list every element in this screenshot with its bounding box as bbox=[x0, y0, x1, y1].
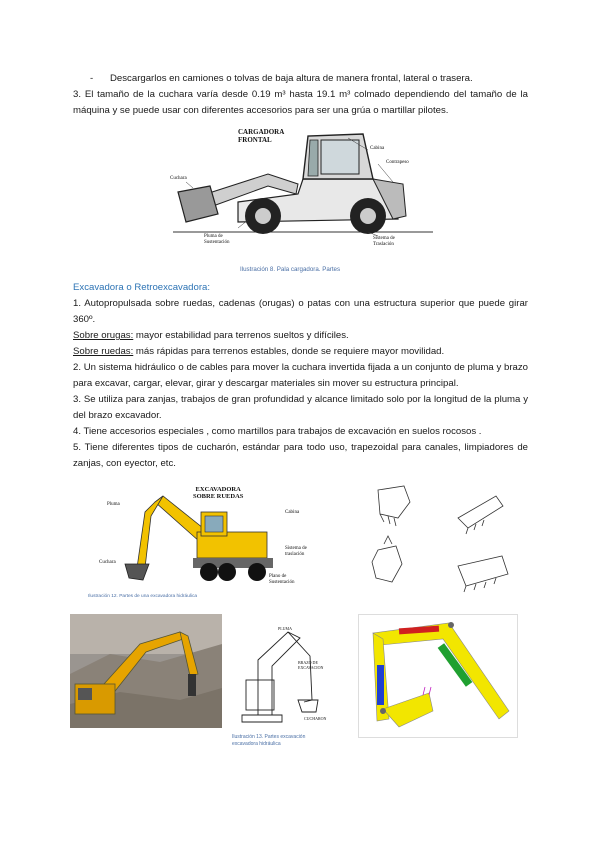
excavator-label-sustentacion: Plano de Sustentación bbox=[269, 574, 295, 585]
cad-render-figure bbox=[358, 614, 518, 738]
ruedas-text: más rápidas para terrenos estables, donde se requiere mayor movilidad. bbox=[133, 346, 445, 357]
ruedas-label: Sobre ruedas: bbox=[73, 346, 134, 357]
bucket-types-figure bbox=[358, 478, 518, 604]
line-label-cucharon: CUCHARON bbox=[304, 716, 327, 721]
loader-label-traslacion: Sistema de Traslación bbox=[373, 236, 395, 247]
line-excavator-figure bbox=[238, 620, 334, 728]
excavator-label-cabina: Cabina bbox=[285, 510, 300, 515]
loader-label-cuchara: Cuchara bbox=[170, 176, 187, 181]
loader-figure bbox=[168, 124, 438, 256]
cad-excavator-arm-illustration bbox=[359, 615, 517, 737]
loader-label-cabina: Cabina bbox=[370, 146, 385, 151]
line-label-pluma: PLUMA bbox=[278, 626, 293, 631]
section-p2: 2. Un sistema hidráulico o de cables para mover la cuchara invertida fijada a un conjunto de pluma y brazo para excavar, cargar, elevar, girar y descargar materiales sin mover su estructura principal. bbox=[73, 362, 528, 389]
section-title: Excavadora o Retroexcavadora: bbox=[73, 282, 211, 293]
bullet-dash: - bbox=[90, 73, 94, 84]
line-caption: Ilustración 13. Partes excavación excavadora hidráulica bbox=[232, 734, 306, 747]
bucket-types-illustration bbox=[358, 478, 518, 604]
bullet-text: Descargarlos en camiones o tolvas de baja altura de manera frontal, lateral o trasera. bbox=[110, 73, 473, 84]
section-p5: 5. Tiene diferentes tipos de cucharón, estándar para todo uso, trapezoidal para canales, limpiadores de zanjas, con eyector, etc. bbox=[73, 442, 528, 469]
line-excavator-illustration bbox=[238, 620, 334, 728]
loader-label-pluma: Pluma de Sustentación bbox=[204, 234, 230, 245]
orugas-label: Sobre orugas: bbox=[73, 330, 134, 341]
loader-title: CARGADORA FRONTAL bbox=[238, 128, 285, 144]
rock-breaker-photo bbox=[70, 614, 222, 728]
ruedas-line bbox=[73, 344, 444, 360]
rock-breaker-illustration bbox=[70, 614, 222, 728]
excavator-caption: Ilustración 12. Partes de una excavadora hidráulica bbox=[88, 594, 198, 599]
loader-label-contrapeso: Contrapeso bbox=[386, 160, 409, 165]
excavator-label-pluma: Pluma bbox=[107, 502, 120, 507]
orugas-text: mayor estabilidad para terrenos sueltos y difíciles. bbox=[133, 330, 349, 341]
line-label-brazo: BRAZO DE EXCAVACION bbox=[298, 660, 324, 670]
orugas-line bbox=[73, 328, 349, 344]
loader-caption: Ilustración 8. Pala cargadora. Partes bbox=[240, 266, 341, 273]
excavator-title: EXCAVADORA SOBRE RUEDAS bbox=[193, 486, 244, 500]
excavator-label-traslacion: Sistema de traslación bbox=[285, 546, 307, 557]
section-p3: 3. Se utiliza para zanjas, trabajos de gran profundidad y alcance limitado solo por la longitud de la pluma y del brazo excavador. bbox=[73, 394, 528, 421]
section-p4: 4. Tiene accesorios especiales , como martillos para trabajos de excavación en suelos rocosos . bbox=[73, 426, 482, 437]
section-p1: 1. Autopropulsada sobre ruedas, cadenas (orugas) o patas con una estructura superior que puede girar 360º. bbox=[73, 298, 528, 325]
excavator-label-cuchara: Cuchara bbox=[99, 560, 116, 565]
paragraph-3: 3. El tamaño de la cuchara varía desde 0.19 m³ hasta 19.1 m³ colmado dependiendo del tamaño de la máquina y se puede usar con diferentes accesorios para ser una grúa o martillar pilotes. bbox=[73, 89, 528, 116]
excavator-figure bbox=[85, 480, 335, 590]
